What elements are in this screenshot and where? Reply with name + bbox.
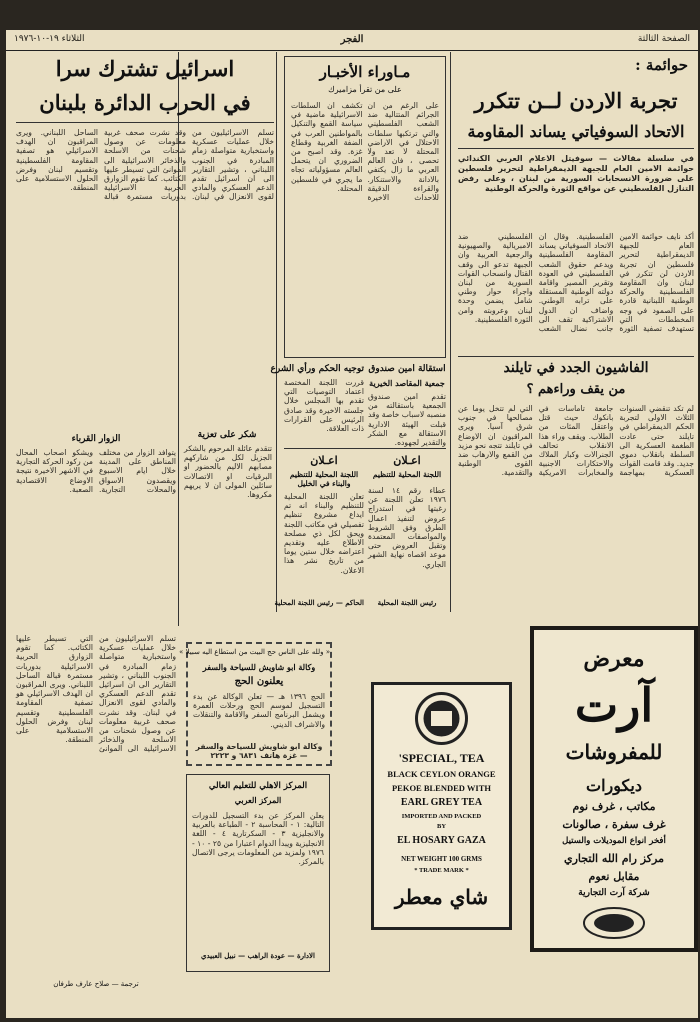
page-header bbox=[6, 30, 698, 51]
notice-tender-footer: رئيس اللجنة المحلية bbox=[377, 598, 437, 607]
furniture-line7: شركة آرت التجارية bbox=[578, 888, 650, 898]
notice-election-subtitle: جمعية المقاصد الخيرية bbox=[369, 378, 445, 388]
furniture-line1: ديكورات bbox=[586, 776, 642, 795]
tea-line4: IMPORTED AND PACKED bbox=[401, 813, 482, 820]
institute-title: المركز الاهلي للتعليم العالي bbox=[208, 781, 308, 791]
notice-thanks-title: شكر على تعزية bbox=[197, 430, 257, 440]
israel-article-body: تسلم الاسرائيليون من خلال عمليات عسكرية واستخبارية متواصلة زمام المبادرة في الجنوب اللبناني ، وتشير التقارير الى ان اسرائيل تقدم الدعم العسكري والمادي لقوى الانعزال في لبنان. وقد نشرت صحف غربية معلومات عن وصول شحنات من الاسلحة والذخائر الاسرائيلية الى الموانئ التي تسيطر عليها الكتائب. كما تقوم الزوارق الحربية الاسرائيلية بدوريات مستمرة قبالة الساحل اللبناني. ويرى المراقبون ان الهدف الاسرائيلي هو تصفية المقاومة الفلسطينية وتقسيم لبنان وفرض الحلول الاستسلامية على المنطقة. bbox=[16, 128, 274, 202]
hajj-contact: وكالة ابو شاويش للسياحة والسفر — غزة هاتف ٦٨٣١ و ٢٢٢٣ bbox=[195, 742, 323, 761]
furniture-logo-emblem bbox=[582, 906, 646, 940]
beyond-news-body: على الرغم من ان الجرائم المتتالية ضد الشعب الفلسطيني والتي ترتكبها سلطات الاحتلال في الاراضي المحتلة لا تعد ولا تحصى ، فان العالم العربي ما زال يكتفي بالادانة والاستنكار. والقراءة الدقيقة للاحداث الاخيرة تكشف ان السلطات الاسرائيلية ماضية في سياسة القمع والتنكيل بالمواطنين العرب في الضفة الغربية وقطاع غزة. وقد اصبح من الضروري ان يتحمل العالم مسؤولياته تجاه ما يجري في فلسطين المحتلة. bbox=[291, 101, 439, 203]
article-kicker: حوائمة : bbox=[635, 56, 688, 74]
tea-arabic-name: شاي معطر bbox=[394, 885, 489, 909]
hajj-company: وكالة ابو شاويش للسياحة والسفر bbox=[202, 662, 316, 672]
tea-advertisement bbox=[371, 682, 512, 930]
tea-special: 'SPECIAL, TEA bbox=[398, 751, 485, 765]
notice-thanks-body: تتقدم عائلة المرحوم بالشكر الجزيل لكل من شاركهم مصابهم الاليم بالحضور او البرقيات او الاتصالات سائلين المولى ان لا يريهم مكروها. bbox=[184, 444, 272, 500]
article-body: أكد نايف حوائمة الامين العام للجبهة الديمقراطية لتحرير فلسطين ان تجربة الاردن لن تتكرر في لبنان وان المقاومة الفلسطينية والحركة الوطنية اللبنانية قادرة على الصمود في وجه المخططات التي تستهدف تصفية الثورة الفلسطينية. وقال ان الاتحاد السوفياتي يساند المقاومة الفلسطينية ويدعم حقوق الشعب الفلسطيني في العودة وتقرير المصير واقامة دولته الوطنية المستقلة على ترابه الوطني. واضاف ان الدول الاشتراكية تقف الى جانب نضال الشعب الفلسطيني ضد الامبريالية والصهيونية والرجعية العربية وان الجبهة تدعو الى وقف القتال وانسحاب القوات السورية من لبنان واجراء حوار وطني شامل يضمن وحدة لبنان وعروبته وامن الثورة الفلسطينية. bbox=[458, 232, 694, 334]
furniture-subtitle: للمفروشات bbox=[565, 740, 663, 764]
hajj-quote: « ولله على الناس حج البيت من استطاع اليه سبيلا » bbox=[179, 648, 330, 656]
furniture-title: معرض bbox=[583, 646, 645, 672]
divider bbox=[284, 448, 446, 449]
newspaper-page bbox=[6, 30, 698, 1018]
tea-weight: NET WEIGHT 100 GRMS bbox=[401, 855, 482, 863]
furniture-line5: مركز رام الله التجاري bbox=[564, 852, 664, 865]
nablus-body: يتوافد الزوار من مختلف المناطق على المدينة خلال ايام الاسبوع ويقصدون الاسواق والمحلات التجارية. ويشكو اصحاب المحال من ركود الحركة التجارية في الاشهر الاخيرة نتيجة الاوضاع الاقتصادية الصعبة. bbox=[16, 448, 176, 494]
thailand-body: لم تكد تنقضي السنوات الثلاث الاولى لتجربة الحكم الديمقراطي في تايلند حتى عادت الطغمة العسكرية الى السلطة بانقلاب دموي جديد. وقد قامت القوات العسكرية بمهاجمة جامعة تاماسات في بانكوك حيث قتل واعتقل المئات من الطلاب. ويقف وراء هذا الانقلاب تحالف الجنرالات وكبار الملاك والاحتكارات الاجنبية والمخابرات الامريكية التي لم تتخل يوما عن مصالحها في جنوب شرق آسيا. ويرى المراقبون ان الاوضاع في تايلند تتجه نحو مزيد من القمع والارهاب ضد القوى الوطنية والتقدمية. bbox=[458, 404, 694, 478]
beyond-news-title: مـاوراء الأخبـار bbox=[319, 63, 411, 81]
hajj-notice bbox=[179, 642, 332, 766]
notice-organize-body: تعلن اللجنة المحلية للتنظيم والبناء انه تم ايداع مشروع تنظيم تفصيلي في مكاتب اللجنة ويحق لكل ذي مصلحة الاطلاع عليه وتقديم اعتراضه خلال ستين يوما من تاريخ نشر هذا الاعلان. bbox=[284, 492, 364, 575]
headline-who: من يقف وراءهم ؟ bbox=[526, 382, 626, 397]
column-rule bbox=[276, 52, 277, 612]
divider bbox=[16, 122, 274, 123]
furniture-brand: آرت bbox=[574, 678, 654, 732]
tea-line5: BY bbox=[436, 823, 447, 830]
beyond-news-subtitle: على من تقرأ مزاميرك bbox=[328, 85, 402, 94]
divider bbox=[458, 356, 694, 357]
notice-tender-title: اعـلان bbox=[393, 454, 421, 467]
hajj-body: الحج ١٣٩٦ هـ — تعلن الوكالة عن بدء التسجيل لموسم الحج ورحلات العمرة ويشمل البرنامج السفر والاقامة والتنقلات والاشراف الديني. bbox=[193, 692, 325, 729]
notice-commission-title: توجيه الحكم ورأي الشرع bbox=[270, 364, 364, 374]
headline-jordan: تجربة الاردن لــن تتكرر bbox=[474, 88, 678, 113]
tea-line1: BLACK CEYLON ORANGE bbox=[387, 769, 496, 779]
tea-line3: EARL GREY TEA bbox=[400, 797, 483, 808]
notice-tender-body: عطاء رقم ١٤ لسنة ١٩٧٦ تعلن اللجنة عن رغبتها في استدراج عروض لتنفيذ اعمال الطرق وفق الشروط والمواصفات المعتمدة وتقبل العروض حتى موعد اقصاه نهاية الشهر الجاري. bbox=[368, 486, 447, 569]
tea-brand: EL HOSARY GAZA bbox=[397, 835, 486, 846]
institute-body: يعلن المركز عن بدء التسجيل للدورات التالية: ١ - المحاسبة ٢ - الطباعة بالعربية والانجليزية ٣ - السكرتارية ٤ - اللغة الانجليزية ويبدأ الدوام اعتبارا من ٢٥ - ١٠ - ١٩٧٦ ولمزيد من المعلومات يرجى الاتصال بالمركز. bbox=[191, 811, 325, 867]
column-rule bbox=[450, 52, 451, 612]
notice-commission-body: قررت اللجنة المختصة اعتماد التوصيات التي تقدم بها المجلس خلال جلسته الاخيرة وقد صادق الرئيس على القرارات ذات العلاقة. bbox=[284, 378, 364, 434]
notice-organize-title: اعـلان bbox=[310, 454, 338, 467]
nablus-title: الزوار القرباء bbox=[71, 434, 121, 444]
headline-lebanon-war: في الحرب الدائرة بلبنان bbox=[39, 90, 251, 115]
notice-tender-subtitle: اللجنة المحلية للتنظيم bbox=[372, 470, 442, 479]
institute-subtitle: المركز العربي bbox=[234, 795, 282, 805]
notice-election-title: استقالة امين صندوق bbox=[368, 364, 446, 374]
institute-footer: الادارة — عودة الراهب — نبيل العبيدي bbox=[200, 951, 315, 960]
furniture-line3: غرف سفرة ، صالونات bbox=[562, 818, 666, 831]
headline-thailand: الفاشيون الجدد في تايلند bbox=[503, 360, 649, 376]
institute-notice bbox=[186, 774, 330, 972]
article-lead: في سلسلة مقالات — سوفيتل الاعلام العربي الكندائي حوائمة الامين العام للجبهة الديمقراطية لتحرير فلسطين على ضرورة الانسحابات السورية من لبنان ، وعلى رفض التنازل الفلسطيني عن مواقع الثورة والحركة الوطنية bbox=[458, 154, 694, 193]
page-label: الصفحة الثالثة bbox=[637, 34, 690, 44]
tea-trademark: * TRADE MARK * bbox=[414, 867, 469, 874]
furniture-line6: مقابل نعوم bbox=[588, 870, 640, 883]
headline-soviet: الاتحاد السوفياتي يساند المقاومة bbox=[467, 122, 685, 141]
paper-name: الفجر bbox=[340, 34, 364, 45]
furniture-line2: مكاتب ، غرف نوم bbox=[572, 800, 656, 813]
headline-israel: اسرائيل تشترك سرا bbox=[55, 56, 235, 81]
furniture-advertisement bbox=[530, 626, 698, 952]
divider bbox=[458, 148, 694, 149]
tea-line2: PEKOE BLENDED WITH bbox=[391, 783, 492, 793]
notice-organize-footer: الحاكم — رئيس اللجنة المحلية bbox=[274, 598, 364, 607]
issue-date: الثلاثاء ١٩-١٠-١٩٧٦ bbox=[14, 34, 85, 44]
israel-article-continued: تسلم الاسرائيليون من خلال عمليات عسكرية واستخبارية متواصلة زمام المبادرة في الجنوب اللبناني ، وتشير التقارير الى ان اسرائيل تقدم الدعم العسكري والمادي لقوى الانعزال في لبنان. وقد نشرت صحف غربية معلومات عن وصول شحنات من الاسلحة والذخائر الاسرائيلية الى الموانئ التي تسيطر عليها الكتائب. كما تقوم الزوارق الحربية الاسرائيلية بدوريات مستمرة قبالة الساحل اللبناني. ويرى المراقبون ان الهدف الاسرائيلي هو تصفية المقاومة الفلسطينية وتقسيم لبنان وفرض الحلول الاستسلامية على المنطقة. bbox=[16, 634, 176, 754]
tea-logo-emblem bbox=[414, 691, 469, 746]
beyond-news-box bbox=[284, 56, 446, 358]
notice-organize-subtitle: اللجنة المحلية للتنظيم والبناء في الخليل bbox=[289, 470, 359, 488]
notice-election-body: تقدم امين صندوق الجمعية باستقالته من منصبه لاسباب خاصة وقد قبلت الهيئة الادارية الاستقالة مع الشكر والتقدير لجهوده. bbox=[368, 392, 446, 448]
hajj-title: يعلنون الحج bbox=[234, 676, 284, 687]
translation-credit: ترجمة — صلاح عارف طرفان bbox=[53, 980, 139, 988]
furniture-line4: أفخر انواع الموديلات والستيل bbox=[562, 836, 666, 846]
